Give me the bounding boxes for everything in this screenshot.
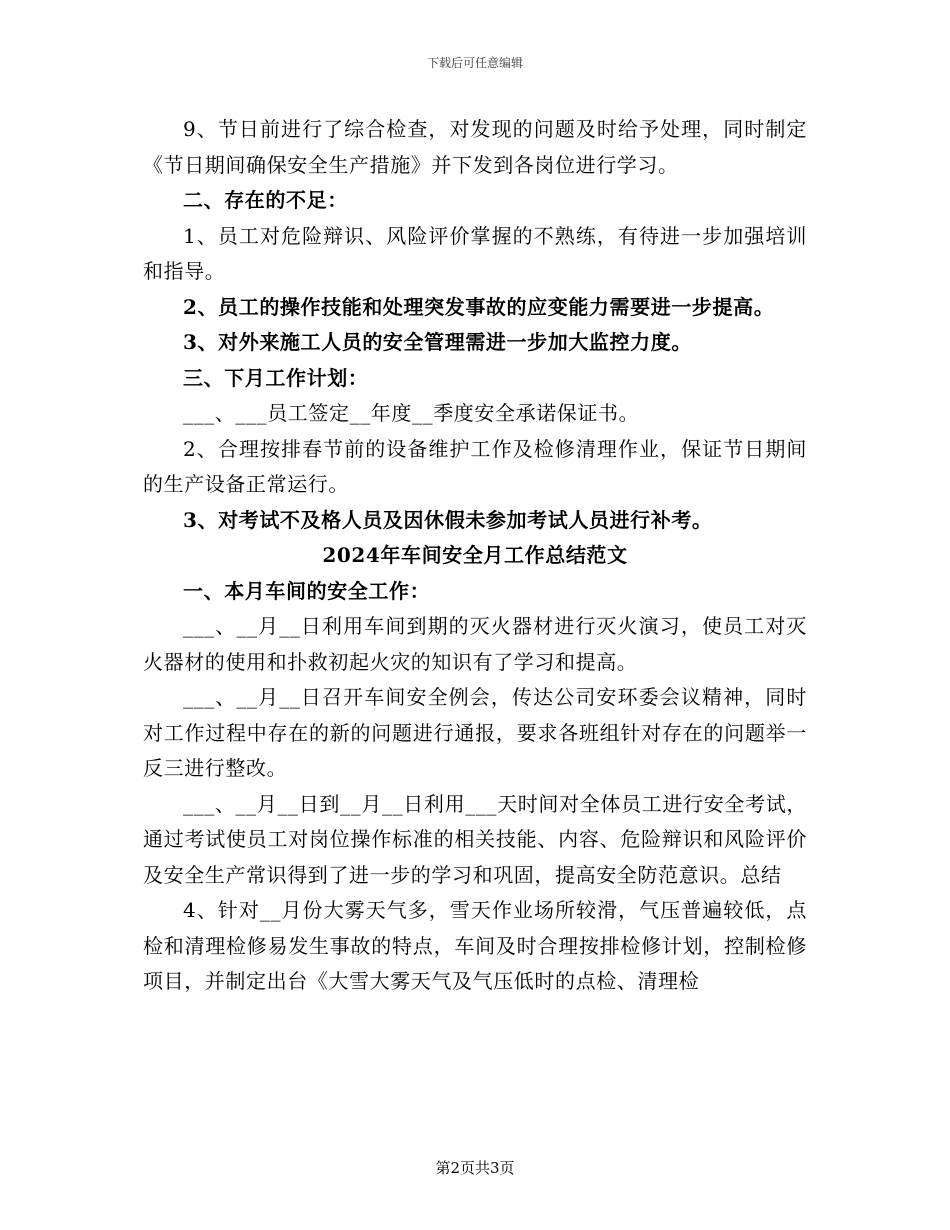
document-body [143, 112, 807, 1000]
section-heading-this-month-work: 一、本月车间的安全工作： [183, 578, 431, 603]
paragraph-plan-3: 3、对考试不及格人员及因休假未参加考试人员进行补考。 [183, 507, 713, 532]
page-footer: 第2页共3页 [435, 1159, 515, 1177]
paragraph-shortcoming-2: 2、员工的操作技能和处理突发事故的应变能力需要进一步提高。 [183, 294, 775, 319]
paragraph-plan-2: 2、合理按排春节前的设备维护工作及检修清理作业，保证节日期间的生产设备正常运行。 [143, 436, 807, 496]
section-heading-shortcomings: 二、存在的不足： [183, 188, 348, 212]
paragraph-work-2: ___、__月__日召开车间安全例会，传达公司安环委会议精神，同时对工作过程中存在的新的问题进行通报，要求各班组针对存在的问题举一反三进行整改。 [143, 685, 807, 780]
page-header: 下载后可任意编辑 [426, 56, 523, 70]
document-title: 2024年车间安全月工作总结范文 [322, 543, 628, 567]
paragraph-shortcoming-1: 1、员工对危险辩识、风险评价掌握的不熟练，有待进一步加强培训和指导。 [143, 223, 807, 283]
section-heading-next-month-plan: 三、下月工作计划： [183, 365, 369, 390]
paragraph-shortcoming-3: 3、对外来施工人员的安全管理需进一步加大监控力度。 [183, 330, 692, 354]
paragraph-work-3: ___、__月__日到__月__日利用___天时间对全体员工进行安全考试，通过考试使员工对岗位操作标准的相关技能、内容、危险辩识和风险评价及安全生产常识得到了进一步的学习和巩固，提高安全防范意识。总结 [143, 791, 807, 887]
paragraph-item-9: 9、节日前进行了综合检查，对发现的问题及时给予处理，同时制定《节日期间确保安全生产措施》并下发到各岗位进行学习。 [143, 117, 807, 177]
paragraph-work-4: 4、针对__月份大雾天气多，雪天作业场所较滑，气压普遍较低，点检和清理检修易发生事故的特点，车间及时合理按排检修计划，控制检修项目，并制定出台《大雪大雾天气及气压低时的点检、清理检 [143, 898, 807, 993]
paragraph-work-1: ___、__月__日利用车间到期的灭火器材进行灭火演习，使员工对灭火器材的使用和扑救初起火灾的知识有了学习和提高。 [143, 614, 807, 674]
paragraph-plan-1: ___、___员工签定__年度__季度安全承诺保证书。 [183, 401, 640, 425]
